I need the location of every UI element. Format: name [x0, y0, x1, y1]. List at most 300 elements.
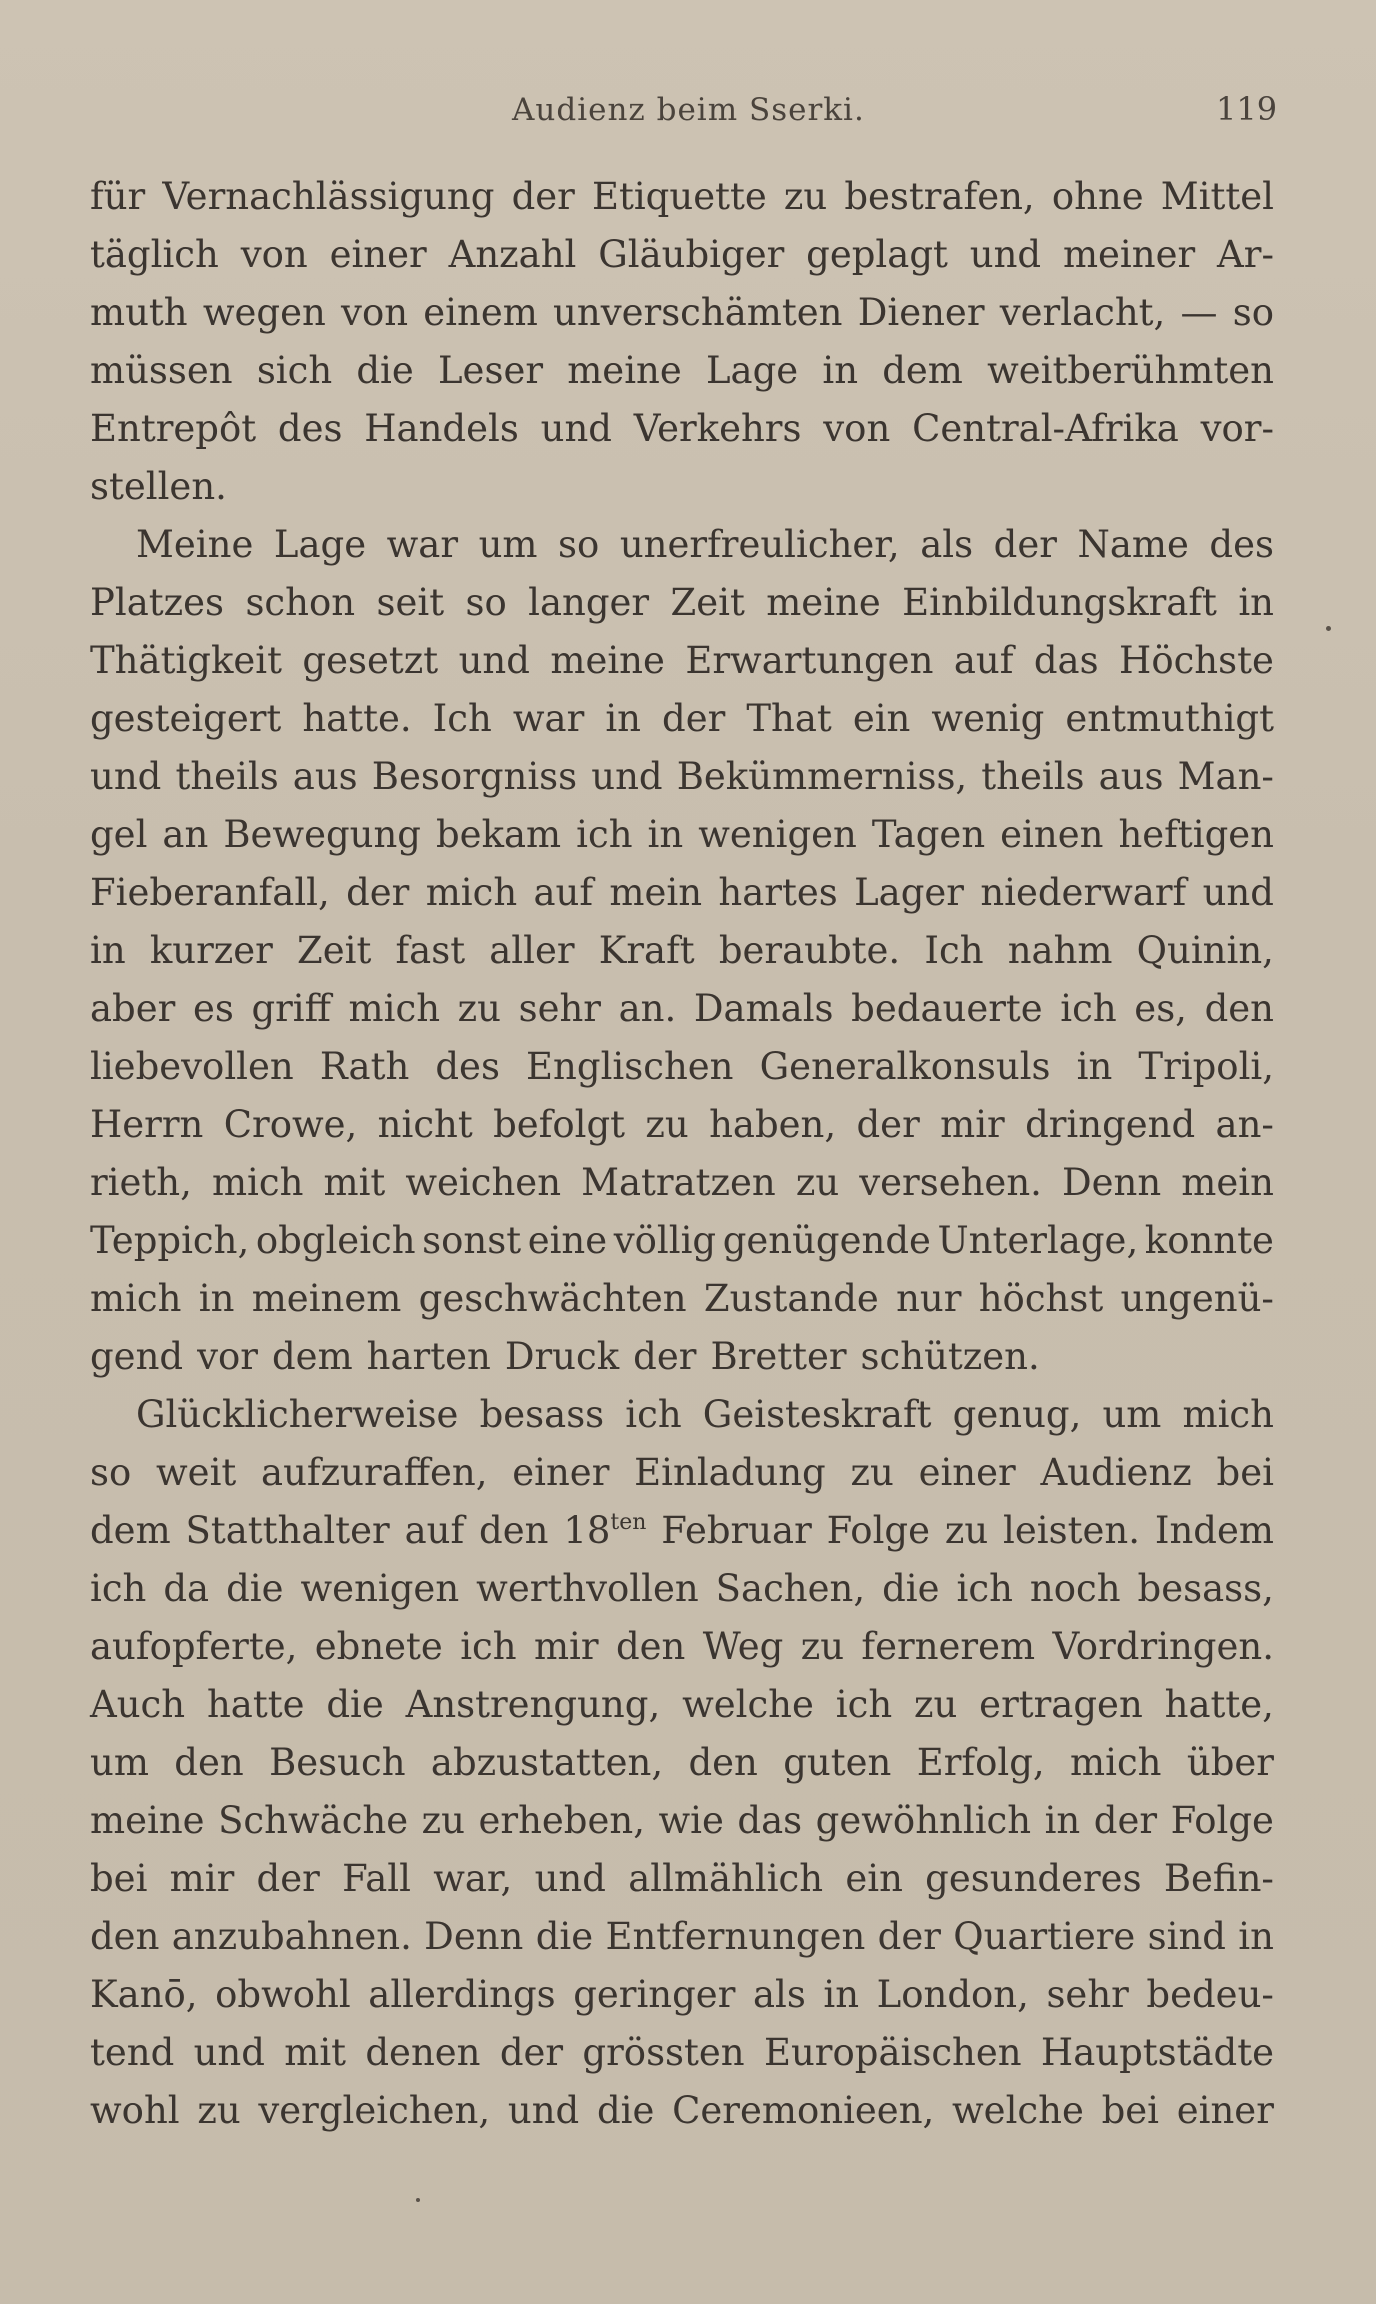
word: langer	[528, 581, 650, 624]
word: an-	[1215, 1103, 1274, 1146]
word: müssen	[90, 349, 233, 392]
word: haben,	[709, 1103, 837, 1146]
word: meine	[567, 349, 682, 392]
text-line	[90, 342, 1274, 400]
word: die	[226, 1567, 284, 1610]
word: zu	[421, 1799, 465, 1842]
word: Denn	[1061, 1161, 1162, 1204]
text-line	[90, 1038, 1274, 1096]
word: ich	[625, 1393, 682, 1436]
text-line	[90, 1096, 1274, 1154]
word: das	[737, 1799, 803, 1842]
word: rieth,	[90, 1161, 192, 1204]
word: griff	[251, 987, 331, 1030]
word: meiner	[1062, 233, 1196, 276]
word: Besuch	[269, 1741, 406, 1784]
word: Druck	[504, 1335, 620, 1378]
word: bestrafen,	[844, 175, 1035, 218]
word: dem	[882, 349, 963, 392]
word: in	[1044, 1799, 1081, 1842]
word: aus	[292, 755, 358, 798]
word: zu	[197, 2089, 241, 2132]
word: in	[1238, 1915, 1274, 1958]
word: unverschämten	[553, 291, 843, 334]
text-line	[90, 748, 1274, 806]
word: Man-	[1177, 755, 1274, 798]
word: stellen.	[90, 465, 227, 508]
word: mein	[609, 871, 703, 914]
text-line	[90, 922, 1274, 980]
word: liebevollen	[90, 1045, 294, 1088]
word: obgleich	[255, 1219, 416, 1262]
word: wie	[658, 1799, 724, 1842]
word: der	[511, 175, 575, 218]
word: Kraft	[598, 929, 695, 972]
word: wenigen	[698, 813, 857, 856]
word: mit	[323, 1161, 386, 1204]
ink-speck	[416, 2198, 420, 2202]
word: als	[920, 523, 974, 566]
word: Fall	[342, 1857, 411, 1900]
word: welche	[952, 2089, 1084, 2132]
word: einer	[512, 1451, 610, 1494]
word: der	[993, 523, 1057, 566]
word: Gläubiger	[598, 233, 785, 276]
word: Ich	[432, 697, 492, 740]
word: da	[163, 1567, 210, 1610]
word: die	[356, 349, 414, 392]
word: und	[969, 233, 1042, 276]
word: geschwächten	[418, 1277, 687, 1320]
word: zu	[850, 1451, 894, 1494]
text-line	[90, 690, 1274, 748]
word: Europäischen	[763, 2031, 1022, 2074]
word: Crowe,	[223, 1103, 358, 1146]
word: von	[240, 233, 308, 276]
ink-speck	[1326, 626, 1331, 631]
word: Rath	[319, 1045, 410, 1088]
word: geringer	[573, 1973, 736, 2016]
word: wenig	[931, 697, 1045, 740]
word: war	[512, 697, 585, 740]
word: versehen.	[859, 1161, 1042, 1204]
word: noch	[1029, 1567, 1121, 1610]
word: des	[277, 407, 343, 450]
word: ertragen	[979, 1683, 1143, 1726]
word: höchst	[978, 1277, 1104, 1320]
word: den	[615, 1625, 686, 1668]
word: ein	[852, 697, 911, 740]
word: Meine	[136, 523, 254, 566]
word: London,	[876, 1973, 1029, 2016]
word: zu	[914, 1683, 958, 1726]
text-line	[90, 1154, 1274, 1212]
word: mein	[1181, 1161, 1274, 1204]
word: hatte,	[1164, 1683, 1274, 1726]
word: That	[746, 697, 832, 740]
text-line	[90, 2024, 1274, 2082]
word: von	[823, 407, 891, 450]
word: leisten.	[1003, 1509, 1140, 1552]
word: weit	[156, 1451, 237, 1494]
word: vor-	[1200, 407, 1274, 450]
word: Februar	[661, 1509, 812, 1552]
word: Zustande	[703, 1277, 879, 1320]
word: die	[596, 2089, 655, 2132]
word: Englischen	[526, 1045, 734, 1088]
word: mich	[348, 987, 441, 1030]
word: um	[1102, 1393, 1162, 1436]
text-line	[90, 226, 1274, 284]
word: vergleichen,	[258, 2089, 491, 2132]
word: Diener	[857, 291, 985, 334]
text-line	[90, 574, 1274, 632]
word: ich	[90, 1567, 147, 1610]
word: aufzuraffen,	[261, 1451, 488, 1494]
text-line	[90, 980, 1274, 1038]
word: war,	[433, 1857, 513, 1900]
word: meine	[766, 581, 881, 624]
word: über	[1186, 1741, 1274, 1784]
word: den	[479, 1509, 549, 1552]
word: Einladung	[634, 1451, 826, 1494]
word: hatte.	[302, 697, 412, 740]
word: aufopferte,	[90, 1625, 298, 1668]
word: an.	[618, 987, 677, 1030]
word: sehr	[1046, 1973, 1129, 2016]
word: Kanō,	[90, 1973, 198, 2016]
word: Quinin,	[1136, 929, 1274, 972]
word: zu	[645, 1103, 689, 1146]
word: es,	[1134, 987, 1187, 1030]
text-line	[90, 806, 1274, 864]
word: und	[193, 2031, 265, 2074]
word: in	[605, 697, 641, 740]
word: der	[499, 2031, 564, 2074]
word: meine	[550, 639, 665, 682]
word: um	[90, 1741, 149, 1784]
word: Lage	[705, 349, 799, 392]
word: des	[1209, 523, 1274, 566]
word: theils	[981, 755, 1085, 798]
word: wegen	[202, 291, 326, 334]
word: Audienz	[1040, 1451, 1192, 1494]
text-line	[90, 1908, 1274, 1966]
word: ohne	[1051, 175, 1144, 218]
word: der	[877, 1915, 941, 1958]
word: dem	[271, 1335, 353, 1378]
text-line	[90, 458, 1274, 516]
word: Verkehrs	[633, 407, 802, 450]
word: kurzer	[149, 929, 273, 972]
word: besass,	[1137, 1567, 1274, 1610]
word: zu	[944, 1509, 989, 1552]
word: Höchste	[1119, 639, 1274, 682]
word: den	[90, 1915, 160, 1958]
word: sonst	[422, 1219, 522, 1262]
word: und	[90, 755, 162, 798]
word: Thätigkeit	[90, 639, 282, 682]
word: zu	[800, 1625, 845, 1668]
page-number: 119	[1216, 90, 1278, 128]
word: bedauerte	[851, 987, 1043, 1030]
word: fast	[395, 929, 466, 972]
word: Teppich,	[90, 1219, 250, 1262]
word: der	[633, 1335, 697, 1378]
word: Damals	[693, 987, 834, 1030]
word: harten	[366, 1335, 491, 1378]
word: entmuthigt	[1065, 697, 1274, 740]
word: $18^{ten}$	[563, 1509, 647, 1552]
word: aber	[90, 987, 176, 1030]
word: sich	[256, 349, 333, 392]
text-line	[90, 864, 1274, 922]
word: so	[465, 581, 507, 624]
word: in	[198, 1277, 235, 1320]
word: mich	[90, 1277, 182, 1320]
word: Zeit	[670, 581, 745, 624]
word: und	[507, 2089, 580, 2132]
text-line	[90, 1734, 1274, 1792]
word: bei	[90, 1857, 148, 1900]
word: nahm	[1007, 929, 1113, 972]
word: aus	[1098, 755, 1164, 798]
word: in	[823, 1973, 860, 2016]
word: als	[752, 1973, 806, 2016]
word: theils	[175, 755, 279, 798]
word: in	[1238, 581, 1274, 624]
word: hartes	[718, 871, 838, 914]
word: in	[90, 929, 126, 972]
word: Entfernungen	[605, 1915, 866, 1958]
word: zu	[457, 987, 501, 1030]
word: Geisteskraft	[702, 1393, 932, 1436]
word: ich	[956, 1567, 1013, 1610]
word: mir	[169, 1857, 235, 1900]
word: von	[341, 291, 409, 334]
word: zu	[795, 1161, 840, 1204]
word: Herrn	[90, 1103, 204, 1146]
word: war	[386, 523, 459, 566]
word: ein	[845, 1857, 903, 1900]
word: Matratzen	[581, 1161, 776, 1204]
word: dem	[90, 1509, 171, 1552]
word: Erfolg,	[916, 1741, 1045, 1784]
word: mich	[211, 1161, 304, 1204]
word: mich	[1070, 1741, 1162, 1784]
word: tend	[90, 2031, 175, 2074]
word: mich	[425, 871, 518, 914]
word: Platzes	[90, 581, 225, 624]
text-line	[90, 284, 1274, 342]
word: Weg	[702, 1625, 784, 1668]
text-line	[90, 1792, 1274, 1850]
word: und	[458, 639, 530, 682]
word: meinem	[251, 1277, 402, 1320]
word: einer	[1176, 2089, 1274, 2132]
word: Folge	[1170, 1799, 1274, 1842]
word: Denn	[424, 1915, 524, 1958]
word: Vordringen.	[1052, 1625, 1274, 1668]
text-line	[90, 1270, 1274, 1328]
word: mit	[284, 2031, 347, 2074]
word: beraubte.	[718, 929, 901, 972]
text-line	[90, 1386, 1274, 1444]
word: befolgt	[493, 1103, 626, 1146]
word: den	[688, 1741, 758, 1784]
word: gesetzt	[302, 639, 439, 682]
word: so	[558, 523, 600, 566]
word: gewöhnlich	[815, 1799, 1032, 1842]
word: die	[535, 1915, 594, 1958]
word: mich	[1182, 1393, 1274, 1436]
word: Einbildungskraft	[902, 581, 1217, 624]
word: sind	[1147, 1915, 1226, 1958]
word: mir	[533, 1625, 599, 1668]
word: gend	[90, 1335, 184, 1378]
word: und	[591, 755, 663, 798]
word: besass	[479, 1393, 605, 1436]
word: auf	[533, 871, 594, 914]
word: Bewegung	[223, 813, 421, 856]
word: bei	[1216, 1451, 1274, 1494]
word: den	[174, 1741, 244, 1784]
text-line	[90, 1444, 1274, 1502]
word: allerdings	[368, 1973, 556, 2016]
word: Ceremonieen,	[672, 2089, 935, 2132]
word: ich	[1060, 987, 1117, 1030]
word: in	[1076, 1045, 1113, 1088]
word: ich	[460, 1625, 517, 1668]
running-title: Audienz beim Sserki.	[512, 92, 865, 128]
body-text	[90, 168, 1274, 2140]
word: gesunderes	[925, 1857, 1142, 1900]
word: Central-Afrika	[912, 407, 1179, 450]
word: denen	[365, 2031, 481, 2074]
word: Indem	[1154, 1509, 1274, 1552]
word: wenigen	[300, 1567, 460, 1610]
word: Glücklicherweise	[136, 1393, 459, 1436]
text-line	[90, 168, 1274, 226]
word: Quartiere	[953, 1915, 1136, 1958]
word: vor	[197, 1335, 258, 1378]
word: ich	[576, 813, 633, 856]
word: Anstrengung,	[405, 1683, 661, 1726]
word: werthvollen	[476, 1567, 699, 1610]
word: Fieberanfall,	[90, 871, 330, 914]
word: obwohl	[215, 1973, 351, 2016]
word: Mittel	[1160, 175, 1274, 218]
word: geplagt	[806, 233, 948, 276]
word: Zeit	[297, 929, 372, 972]
word: weitberühmten	[987, 349, 1274, 392]
word: der	[662, 697, 726, 740]
word: so	[1232, 291, 1274, 334]
word: allmählich	[628, 1857, 824, 1900]
word: Hauptstädte	[1040, 2031, 1274, 2074]
word: seit	[376, 581, 445, 624]
running-head	[0, 92, 1376, 136]
word: Generalkonsuls	[759, 1045, 1051, 1088]
word: Etiquette	[591, 175, 767, 218]
word: nicht	[377, 1103, 473, 1146]
word: sehr	[518, 987, 601, 1030]
word: Tagen	[871, 813, 986, 856]
word: Auch	[90, 1683, 186, 1726]
word: bedeu-	[1146, 1973, 1274, 2016]
word: zu	[783, 175, 828, 218]
word: den	[1204, 987, 1274, 1030]
word: Ar-	[1217, 233, 1274, 276]
word: einer	[918, 1451, 1016, 1494]
word: grössten	[582, 2031, 745, 2074]
word: genügende	[722, 1219, 931, 1262]
word: gesteigert	[90, 697, 282, 740]
word: genug,	[952, 1393, 1082, 1436]
word: auf	[953, 639, 1014, 682]
word: abzustatten,	[430, 1741, 664, 1784]
text-line	[90, 1212, 1274, 1270]
word: anzubahnen.	[171, 1915, 412, 1958]
word: Leser	[437, 349, 544, 392]
word: Erwartungen	[685, 639, 934, 682]
word: konnte	[1144, 1219, 1274, 1262]
word: fernerem	[861, 1625, 1036, 1668]
text-line	[90, 1618, 1274, 1676]
word: —	[1180, 291, 1218, 334]
word: des	[435, 1045, 500, 1088]
word: nur	[896, 1277, 962, 1320]
word: der	[346, 871, 410, 914]
word: Name	[1077, 523, 1189, 566]
text-line	[90, 1502, 1274, 1560]
word: weichen	[405, 1161, 562, 1204]
word: und	[1202, 871, 1274, 914]
word: dringend	[1025, 1103, 1196, 1146]
text-line	[90, 632, 1274, 690]
word: muth	[90, 291, 188, 334]
word: und	[534, 1857, 606, 1900]
word: die	[326, 1683, 384, 1726]
text-line	[90, 400, 1274, 458]
word: einen	[1000, 813, 1104, 856]
word: an	[162, 813, 209, 856]
word: Schwäche	[218, 1799, 409, 1842]
word: mir	[940, 1103, 1005, 1146]
text-line	[90, 1966, 1274, 2024]
word: in	[647, 813, 684, 856]
word: Vernachlässigung	[162, 175, 495, 218]
word: aller	[489, 929, 575, 972]
word: niederwarf	[980, 871, 1187, 914]
word: so	[90, 1451, 132, 1494]
word: Bretter	[710, 1335, 847, 1378]
word: Ich	[924, 929, 984, 972]
word: der	[1093, 1799, 1158, 1842]
word: in	[822, 349, 859, 392]
word: wohl	[90, 2089, 180, 2132]
word: bekam	[436, 813, 562, 856]
word: für	[90, 175, 146, 218]
word: Tripoli,	[1138, 1045, 1274, 1088]
word: Entrepôt	[90, 407, 257, 450]
word: einem	[423, 291, 538, 334]
word: Befin-	[1163, 1857, 1274, 1900]
text-line	[90, 1676, 1274, 1734]
word: Sachen,	[715, 1567, 866, 1610]
word: um	[478, 523, 538, 566]
word: Handels	[364, 407, 519, 450]
